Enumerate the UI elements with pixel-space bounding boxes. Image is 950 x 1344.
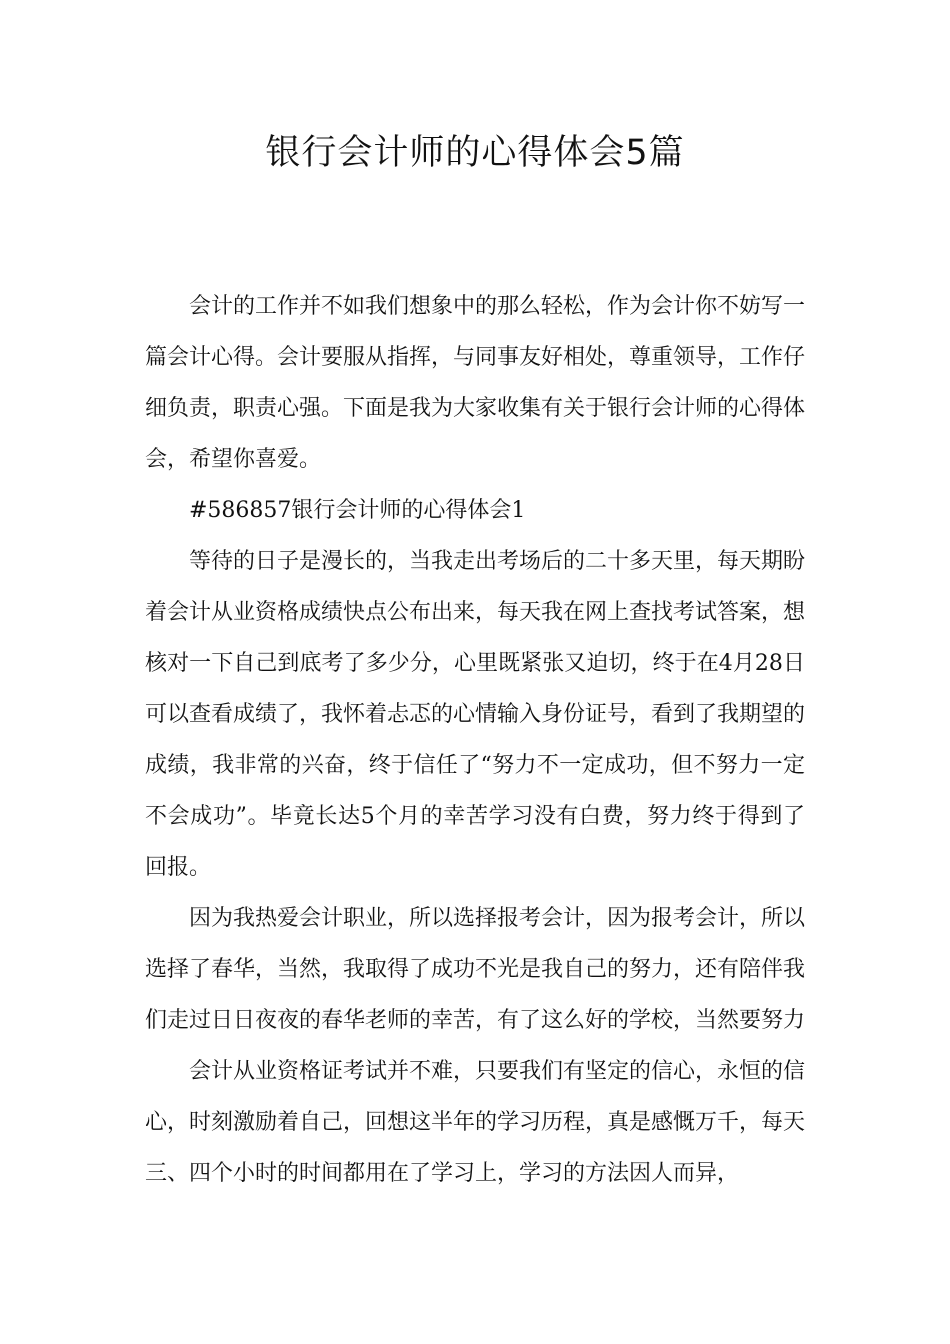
body-paragraph: 会计从业资格证考试并不难，只要我们有坚定的信心，永恒的信心，时刻激励着自己，回想这半年的学习历程，真是感慨万千，每天三、四个小时的时间都用在了学习上，学习的方法因人而异， [145, 1059, 806, 1186]
document-body [145, 281, 805, 1199]
body-paragraph: 等待的日子是漫长的，当我走出考场后的二十多天里，每天期盼着会计从业资格成绩快点公布出来，每天我在网上查找考试答案，想核对一下自己到底考了多少分，心里既紧张又迫切，终于在4月28日可以查看成绩了，我怀着忐忑的心情输入身份证号，看到了我期望的成绩，我非常的兴奋，终于信任了“努力不一定成功，但不努力一定不会成功”。毕竟长达5个月的幸苦学习没有白费，努力终于得到了回报。 [145, 549, 806, 880]
intro-paragraph: 会计的工作并不如我们想象中的那么轻松，作为会计你不妨写一篇会计心得。会计要服从指挥，与同事友好相处，尊重领导，工作仔细负责，职责心强。下面是我为大家收集有关于银行会计师的心得体会，希望你喜爱。 [145, 294, 806, 472]
section-heading: #586857银行会计师的心得体会1 [189, 498, 526, 523]
document-title: 银行会计师的心得体会5篇 [265, 133, 685, 173]
body-paragraph: 因为我热爱会计职业，所以选择报考会计，因为报考会计，所以选择了春华，当然，我取得了成功不光是我自己的努力，还有陪伴我们走过日日夜夜的春华老师的幸苦，有了这么好的学校，当然要努力 [145, 906, 806, 1033]
